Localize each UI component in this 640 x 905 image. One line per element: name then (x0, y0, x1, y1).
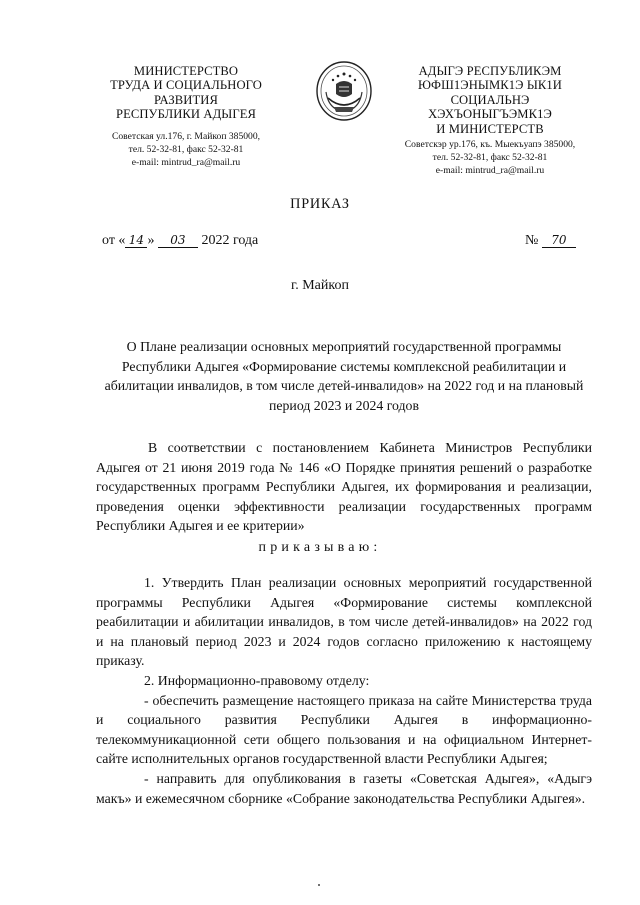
phone: тел. 52-32-81, факс 52-32-81 (432, 152, 548, 164)
city: г. Майкоп (291, 278, 349, 293)
item-2a: - обеспечить размещение настоящего приказа на сайте Министерства труда и социального развития Республики Адыгея в информационно-телекоммуникационной сети общего пользования и на официальном Интернет-сайте исполнительных органов государственной власти Республики Адыгея; (96, 692, 592, 767)
order-subject: О Плане реализации основных мероприятий государственной программы Республики Адыгея «Формирование системы комплексной реабилитации и абилитации инвалидов, в том числе детей-инвалидов» на 2022 год и на плановый период 2023 и 2024 годов (104, 339, 584, 413)
address: Советскэр ур.176, къ. Мыекъуапэ 385000, (404, 139, 576, 151)
org-line: РЕСПУБЛИКИ АДЫГЕЯ (115, 107, 257, 122)
date-suffix: 2022 года (201, 233, 259, 248)
email: e-mail: mintrud_ra@mail.ru (131, 157, 241, 169)
number-value: 70 (542, 233, 576, 248)
date-day: 14 (125, 233, 147, 248)
phone: тел. 52-32-81, факс 52-32-81 (128, 143, 244, 155)
org-line: СОЦИАЛЬНЭ (450, 92, 530, 107)
org-line: ЮФШ1ЭНЫМК1Э ЫК1И (417, 78, 563, 93)
org-line: МИНИСТЕРСТВО (133, 64, 239, 78)
org-line: ХЭХЪОНЫГЪЭМК1Э (428, 107, 552, 122)
scan-mark (318, 884, 320, 886)
org-line: АДЫГЭ РЕСПУБЛИКЭМ (418, 64, 562, 78)
contacts-ru (92, 130, 280, 170)
org-line: ТРУДА И СОЦИАЛЬНОГО (110, 78, 262, 93)
preamble: В соответствии с постановлением Кабинета Министров Республики Адыгея от 21 июня 2019 года № 146 «О Порядке принятия решений о разработке государственных программ Республики Адыгея, их формирования и реализации, проведения оценки эффективности реализации государственных программ Республики Адыгея и ее критерии» (96, 440, 592, 534)
number-sign: № (525, 233, 539, 248)
header-left (92, 64, 280, 169)
header-right (392, 64, 588, 178)
date-prefix: от « (102, 233, 126, 248)
order-number (525, 233, 576, 249)
coat-of-arms-icon (314, 60, 374, 122)
ministry-name-ady (392, 64, 588, 136)
date-month: 03 (158, 233, 198, 248)
item-2b: - направить для опубликования в газеты «Советская Адыгея», «Адыгэ макъ» и ежемесячном сборнике «Собрание законодательства Республики Адыгея». (96, 770, 592, 806)
date-mid: » (147, 233, 155, 248)
order-items (96, 573, 592, 808)
item-2: 2. Информационно-правовому отделу: (144, 672, 370, 688)
email: e-mail: mintrud_ra@mail.ru (435, 165, 545, 177)
org-line: РАЗВИТИЯ (154, 92, 218, 107)
address: Советская ул.176, г. Майкоп 385000, (111, 130, 261, 142)
ministry-name-ru (92, 64, 280, 122)
document-title: ПРИКАЗ (290, 196, 350, 212)
org-line: И МИНИСТЕРСТВ (436, 121, 544, 136)
order-date (102, 233, 258, 249)
item-1: 1. Утвердить План реализации основных мероприятий государственной программы Республики Адыгея «Формирование системы комплексной реабилитации и абилитации инвалидов, в том числе детей-инвалидов» на 2022 год и на плановый период 2023 и 2024 годов согласно приложению к настоящему приказу. (96, 575, 592, 669)
order-word: приказываю: (258, 540, 382, 555)
contacts-ady (392, 138, 588, 178)
